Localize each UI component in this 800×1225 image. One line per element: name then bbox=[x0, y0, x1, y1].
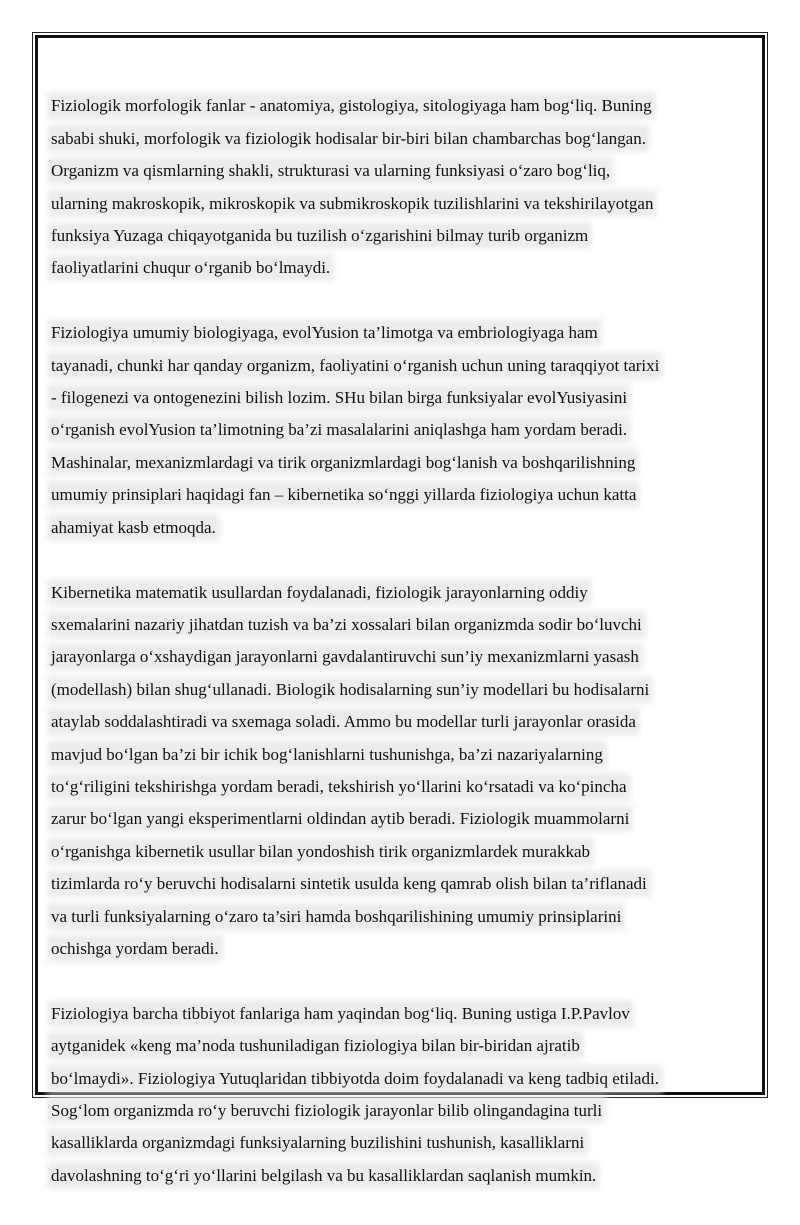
page-border-inner bbox=[35, 35, 765, 1185]
paragraph-1-text: Fiziologik morfologik fanlar - anatomiya, gistologiya, sitologiyaga ham bog‘liq. Buning sababi shuki, morfologik va fiziologik hodisalar bir-biri bilan chambarchas bog‘langan. Organizm va qismlarning shakli, strukturasi va ularning funksiyasi o‘zaro bog‘liq, ularning makroskopik, mikroskopik va submikroskopik tuzilishlarini va tekshirilayotgan funksiya Yuzaga chiqayotganida bu tuzilish o‘zgarishini bilmay turib organizm faoliyatlarini chuqur o‘rganib bo‘lmaydi. bbox=[51, 96, 654, 278]
paragraph-1 bbox=[51, 90, 748, 284]
paragraph-3 bbox=[51, 577, 748, 966]
paragraph-4-text: Fiziologiya barcha tibbiyot fanlariga ham yaqindan bog‘liq. Buning ustiga I.P.Pavlov aytganidek «keng ma’noda tushuniladigan fiziologiya bilan bir-biridan ajratib bo‘lmaydi». Fiziologiya Yutuqlaridan tibbiyotda doim foydalanadi va keng tadbiq etiladi. Sog‘lom organizmda ro‘y beruvchi fiziologik jarayonlar bilib olingandagina turli kasalliklarda organizmdagi funksiyalarning buzilishini tushunish, kasalliklarni davolashning to‘g‘ri yo‘llarini belgilash va bu kasalliklardan saqlanish mumkin. bbox=[51, 1003, 659, 1185]
page-border-outer bbox=[32, 32, 768, 1185]
paragraph-2-text: Fiziologiya umumiy biologiyaga, evolYusion ta’limotga va embriologiyaga ham tayanadi, chunki har qanday organizm, faoliyatini o‘rganish uchun uning taraqqiyot tarixi - filogenezi va ontogenezini bilish lozim. SHu bilan birga funksiyalar evolYusiyasini o‘rganish evolYusion ta’limotning ba’zi masalalarini aniqlashga ham yordam beradi. Mashinalar, mexanizmlardagi va tirik organizmlardagi bog‘lanish va boshqarilishning umumiy prinsiplari haqidagi fan – kibernetika so‘nggi yillarda fiziologiya uchun katta ahamiyat kasb etmoqda. bbox=[51, 323, 660, 537]
document-body bbox=[51, 58, 748, 1225]
paragraph-4 bbox=[51, 998, 748, 1192]
paragraph-2 bbox=[51, 317, 748, 544]
paragraph-3-text: Kibernetika matematik usullardan foydalanadi, fiziologik jarayonlarning oddiy sxemalarini nazariy jihatdan tuzish va ba’zi xossalari bilan organizmda sodir bo‘luvchi jarayonlarga o‘xshaydigan jarayonlarni gavdalantiruvchi sun’iy mexanizmlarni yasash (modellash) bilan shug‘ullanadi. Biologik hodisalarning sun’iy modellari bu hodisalarni ataylab soddalashtiradi va sxemaga soladi. Ammo bu modellar turli jarayonlar orasida mavjud bo‘lgan ba’zi bir ichik bog‘lanishlarni tushunishga, ba’zi nazariyalarning to‘g‘riligini tekshirishga yordam beradi, tekshirish yo‘llarini ko‘rsatadi va ko‘pincha zarur bo‘lgan yangi eksperimentlarni oldindan aytib beradi. Fiziologik muammolarni o‘rganishga kibernetik usullar bilan yondoshish tirik organizmlardek murakkab tizimlarda ro‘y beruvchi hodisalarni sintetik usulda keng qamrab olish bilan ta’riflanadi va turli funksiyalarning o‘zaro ta’siri hamda boshqarilishining umumiy prinsiplarini ochishga yordam beradi. bbox=[51, 582, 650, 958]
